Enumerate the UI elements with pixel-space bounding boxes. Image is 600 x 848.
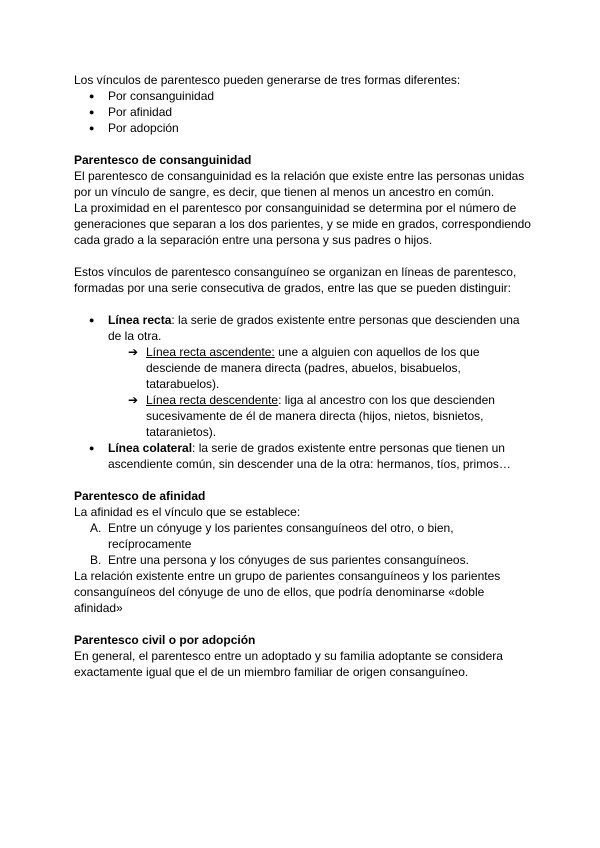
lineas-list <box>74 440 534 472</box>
heading-adopcion: Parentesco civil o por adopción <box>74 633 256 647</box>
heading-consanguinidad: Parentesco de consanguinidad <box>74 153 252 167</box>
list-item: ● Por afinidad <box>74 104 534 120</box>
list-text: Entre una persona y los cónyuges de sus parientes consanguíneos. <box>108 553 469 567</box>
term: Línea recta <box>108 313 172 327</box>
list-item-linea-colateral <box>74 440 534 472</box>
heading-afinidad: Parentesco de afinidad <box>74 489 206 503</box>
sub-item <box>74 392 534 440</box>
list-item-linea-recta <box>74 312 534 344</box>
arrow-icon: ➔ <box>128 393 139 407</box>
paragraph: La relación existente entre un grupo de parientes consanguíneos y los parientes consanguíneos del cónyuge de uno de ellos, que podría denominarse «doble afinidad» <box>74 569 501 615</box>
lineas-list <box>74 312 534 344</box>
list-item: ● Por consanguinidad <box>74 88 534 104</box>
list-item: ● Por adopción <box>74 120 534 136</box>
definition: : la serie de grados existente entre personas que tienen un ascendiente común, sin descender una de la otra: hermanos, tíos, primos… <box>108 441 511 471</box>
definition: une a alguien con aquellos de los que desciende de manera directa (padres, abuelos, bisabuelos, tatarabuelos). <box>146 345 480 391</box>
paragraph: El parentesco de consanguinidad es la relación que existe entre las personas unidas por un vínculo de sangre, es decir, que tienen al menos un ancestro en común. <box>74 169 525 199</box>
definition: : la serie de grados existente entre personas que descienden una de la otra. <box>108 313 520 343</box>
paragraph: La afinidad es el vínculo que se establece: <box>74 505 301 519</box>
list-item <box>74 552 534 568</box>
sub-list <box>74 344 534 440</box>
list-item <box>74 520 534 552</box>
definition: : liga al ancestro con los que descienden sucesivamente de él de manera directa (hijos, nietos, bisnietos, tataranietos). <box>146 393 495 439</box>
list-marker: A. <box>90 521 102 535</box>
list-marker: B. <box>90 553 102 567</box>
afinidad-list <box>74 520 534 568</box>
paragraph: En general, el parentesco entre un adoptado y su familia adoptante se considera exactamente igual que el de un miembro familiar de origen consanguíneo. <box>74 649 503 679</box>
term: Línea recta ascendente: <box>146 345 275 359</box>
term: Línea colateral <box>108 441 193 455</box>
intro-list <box>74 88 534 136</box>
intro-text: Los vínculos de parentesco pueden generarse de tres formas diferentes: <box>74 73 461 87</box>
term: Línea recta descendente <box>146 393 279 407</box>
paragraph: Estos vínculos de parentesco consanguíneo se organizan en líneas de parentesco, formadas por una serie consecutiva de grados, entre las que se pueden distinguir: <box>74 265 517 295</box>
list-text: Entre un cónyuge y los parientes consanguíneos del otro, o bien, recíprocamente <box>108 521 454 551</box>
document-body <box>74 72 534 680</box>
sub-item <box>74 344 534 392</box>
arrow-icon: ➔ <box>128 345 139 359</box>
paragraph: La proximidad en el parentesco por consanguinidad se determina por el número de generaciones que separan a los dos parientes, y se mide en grados, correspondiendo cada grado a la separación entre una persona y sus padres o hijos. <box>74 201 531 247</box>
